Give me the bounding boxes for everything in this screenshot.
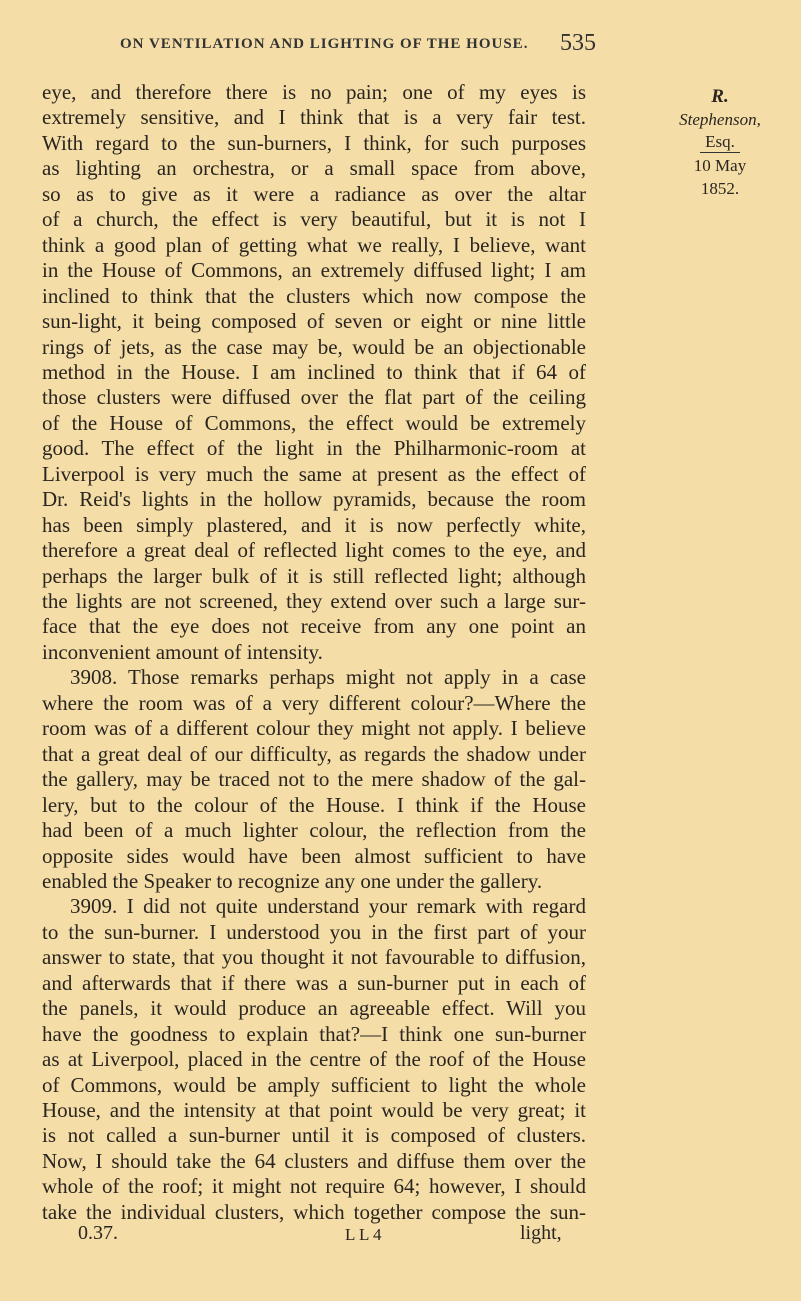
text-line: of Commons, would be amply sufficient to light the whole: [42, 1072, 586, 1097]
text-line: have the goodness to explain that?—I think one sun-burner: [42, 1021, 586, 1046]
text-line: those clusters were diffused over the flat part of the ceiling: [42, 385, 586, 410]
text-line: enabled the Speaker to recognize any one under the gallery.: [42, 868, 543, 893]
text-line: that a great deal of our difficulty, as regards the shadow under: [42, 741, 586, 766]
text-line: in the House of Commons, an extremely diffused light; I am: [42, 258, 586, 283]
text-line: eye, and therefore there is no pain; one of my eyes is: [42, 80, 586, 104]
signature-mark: L L 4: [345, 1225, 382, 1244]
text-line: think a good plan of getting what we really, I believe, want: [42, 232, 586, 257]
text-line: take the individual clusters, which together compose the sun-: [42, 1199, 586, 1224]
margin-witness-title: Esq.: [700, 132, 740, 153]
text-line: of a church, the effect is very beautiful, but it is not I: [42, 207, 586, 232]
text-line: 3909. I did not quite understand your remark with regard: [70, 894, 586, 919]
text-line: face that the eye does not receive from any one point an: [42, 614, 586, 639]
text-line: Dr. Reid's lights in the hollow pyramids, because the room: [42, 487, 586, 512]
text-line: opposite sides would have been almost sufficient to have: [42, 843, 586, 868]
text-line: good. The effect of the light in the Philharmonic-room at: [42, 436, 586, 461]
text-line: Liverpool is very much the same at present as the effect of: [42, 461, 586, 486]
text-line: sun-light, it being composed of seven or eight or nine little: [42, 309, 586, 334]
text-line: to the sun-burner. I understood you in the first part of your: [42, 919, 586, 944]
text-line: method in the House. I am inclined to think that if 64 of: [42, 359, 586, 384]
text-line: has been simply plastered, and it is now perfectly white,: [42, 512, 586, 537]
text-line: had been of a much lighter colour, the reflection from the: [42, 818, 586, 843]
margin-date-day: 10 May: [693, 156, 747, 175]
sheet-reference: 0.37.: [78, 1222, 118, 1244]
text-line: therefore a great deal of reflected light comes to the eye, and: [42, 538, 586, 563]
margin-witness-name: Stephenson,: [679, 110, 761, 129]
text-line: the gallery, may be traced not to the mere shadow of the gal-: [42, 767, 586, 792]
text-line: the lights are not screened, they extend over such a large sur-: [42, 589, 586, 613]
text-line: the panels, it would produce an agreeable effect. Will you: [42, 996, 586, 1021]
running-title: ON VENTILATION AND LIGHTING OF THE HOUSE.: [120, 36, 529, 52]
text-line: perhaps the larger bulk of it is still reflected light; although: [42, 563, 586, 588]
page-number: 535: [560, 30, 596, 56]
text-line: and afterwards that if there was a sun-burner put in each of: [42, 970, 586, 995]
text-line: whole of the roof; it might not require 64; however, I should: [42, 1174, 586, 1199]
margin-date-year: 1852.: [700, 179, 740, 198]
text-line: 3908. Those remarks perhaps might not apply in a case: [70, 665, 586, 690]
margin-witness-initial: R.: [711, 86, 729, 107]
text-line: Now, I should take the 64 clusters and diffuse them over the: [42, 1148, 586, 1173]
text-line: inclined to think that the clusters which now compose the: [42, 283, 586, 308]
text-line: lery, but to the colour of the House. I think if the House: [42, 792, 586, 817]
catchword: light,: [520, 1222, 562, 1244]
text-line: rings of jets, as the case may be, would be an objectionable: [42, 334, 586, 359]
text-line: as at Liverpool, placed in the centre of the roof of the House: [42, 1047, 586, 1072]
text-line: inconvenient amount of intensity.: [42, 639, 323, 664]
text-line: answer to state, that you thought it not favourable to diffusion,: [42, 945, 586, 970]
text-line: room was of a different colour they might not apply. I believe: [42, 716, 586, 741]
text-line: With regard to the sun-burners, I think, for such purposes: [42, 130, 586, 155]
text-line: is not called a sun-burner until it is composed of clusters.: [42, 1123, 586, 1148]
text-line: as lighting an orchestra, or a small space from above,: [42, 156, 586, 181]
text-line: House, and the intensity at that point would be very great; it: [42, 1098, 586, 1122]
text-line: where the room was of a very different colour?—Where the: [42, 690, 586, 715]
text-line: so as to give as it were a radiance as over the altar: [42, 181, 586, 206]
text-line: of the House of Commons, the effect would be extremely: [42, 410, 586, 435]
text-line: extremely sensitive, and I think that is a very fair test.: [42, 105, 586, 130]
